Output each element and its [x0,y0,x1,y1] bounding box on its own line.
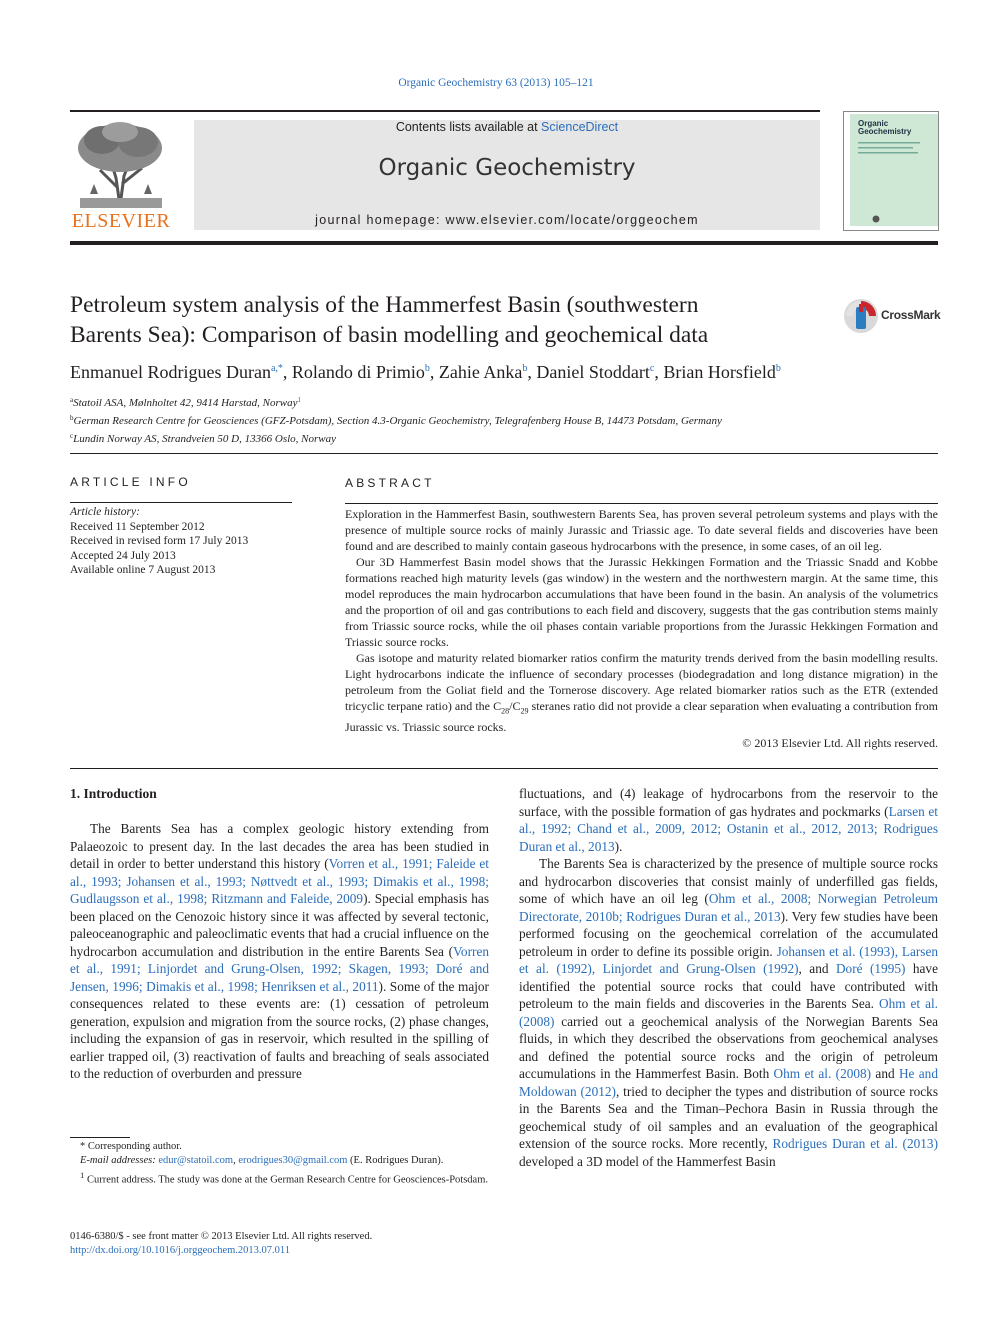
cover-title [858,120,911,136]
intro-paragraph-continued [519,785,938,855]
abstract-heading: ABSTRACT [345,476,435,490]
affiliation-key: c [70,432,74,440]
elsevier-wordmark-text: ELSEVIER [71,210,171,232]
text-run: ). Special emphasis has been placed on the Cenozoic history since it was affected by several tectonic, paleoceanographic and paleoclimatic events that had a crucial influence on the hydrocarbon accumulation and distribution in the entire Barents Sea ( [70,891,490,959]
footnote-current-address [70,1168,489,1188]
footnote-mark: 1 [80,1170,85,1180]
history-received: Received 11 September 2012 [70,520,205,533]
affiliation-text: German Research Centre for Geosciences (GFZ-Potsdam), Section 4.3-Organic Geochemistry, Telegrafenberg House B, 14473 Potsdam, Germany [73,415,722,427]
footnote-mark: * [80,1141,86,1152]
crossmark-icon[interactable] [843,298,879,334]
abstract-p3-sub2: 29 [520,706,529,716]
contents-line [194,120,820,134]
reference-link[interactable]: Rodrigues Duran et al. (2013) [772,1136,939,1151]
author-affiliation-mark[interactable]: b [424,363,430,374]
author-affiliation-mark[interactable]: c [649,363,655,374]
author-affiliation-mark[interactable]: b [522,363,528,374]
header-bottom-rule [70,241,938,245]
abstract-paragraph-2: Our 3D Hammerfest Basin model shows that the Jurassic Hekkingen Formation and the Triassic Snadd and Kobbe formations reached high maturity levels (gas window) in the western and the northwestern margin. At the same time, this model reproduces the main hydrocarbon accumulations that have been found in the basin. An analysis of the volumetrics and the proportion of oil and gas contributions to each field and discovery, suggests that the gas contribution stems mainly from Triassic source rocks, while the oil phases contain variable proportions from the Jurassic Hekkingen Formation and Triassic source rocks. [345,555,938,649]
text-run: , and [798,961,836,976]
footnotes [70,1140,489,1188]
reference-link[interactable]: He and Moldowan (2012) [519,1066,938,1099]
sciencedirect-link[interactable]: ScienceDirect [541,120,619,134]
affiliations [70,393,940,447]
info-top-rule [70,453,938,454]
abstract-p3-b: /C [509,699,521,713]
abstract-bottom-rule [70,768,938,769]
intro-heading: 1. Introduction [70,786,157,801]
text-run: ). [614,838,623,854]
email-owner: (E. Rodrigues Duran). [350,1155,444,1166]
abstract-p3-sub1: 28 [501,706,510,716]
reference-link[interactable]: Ohm et al. (2008) [519,996,939,1029]
cover-title-line1: Organic [858,119,889,128]
author-name: Rolando di Primio [291,362,425,382]
text-run: ). Some of the major consequences related to these events are: (1) cessation of petroleum generation, expulsion and migration from the source rocks, (2) phase changes, including the expansion of gas in reservoir, which resulted in the spilling of earlier trapped oil, (3) reactivation of faults and breaching of seals associated to the reduction of overburden and pressure [70,978,489,1081]
contents-prefix: Contents lists available at [395,120,542,134]
doi-link[interactable]: http://dx.doi.org/10.1016/j.orggeochem.2013.07.011 [70,1245,291,1256]
text-run: carried out a geochemical analysis of the Norwegian Barents Sea fluids, in which they described the observations from geochemical analyses and defined the potential source rocks and the origin of petroleum accumulations in the Hammerfest Basin. Both [519,1013,938,1081]
author-name: Zahie Anka [438,362,523,382]
abstract-body [345,506,938,751]
author-name: Brian Horsfield [663,362,776,382]
history-label: Article history: [70,506,140,518]
cover-text-lines [858,142,928,182]
reference-link[interactable]: Doré (1995) [835,961,906,976]
journal-cover-thumbnail [843,111,939,231]
footnote-text: Corresponding author. [87,1141,182,1152]
history-accepted: Accepted 24 July 2013 [70,549,176,562]
author-list: Enmanuel Rodrigues Duran$^{a,*}$, Rolando di Primio$^b$, Zahie Anka$^b$, Daniel Stoddart$^c$, Brian Horsfield$^b$ [70,362,781,382]
author-affiliation-mark[interactable]: b [775,363,781,374]
abstract-rule [345,503,938,504]
affiliation-key: b [70,414,74,422]
email-label: E-mail addresses: [80,1155,156,1166]
author-affiliation-mark[interactable]: a,* [270,363,283,374]
affiliation-item [70,429,940,447]
reference-link[interactable]: Johansen et al. (1993), Larsen et al. (1992), Linjordet and Grung-Olsen (1992) [519,943,939,976]
crossmark-label[interactable]: CrossMark [881,308,941,322]
text-run: have identified the potential source rocks that could have contributed with petroleum to the main fields and discoveries in the Barents Sea. [519,961,938,1011]
issn-line: 0146-6380/$ - see front matter © 2013 Elsevier Ltd. All rights reserved. [70,1231,373,1242]
author-name: Daniel Stoddart [536,362,650,382]
footnote-emails: E-mail addresses: edur@statoil.com, erodrigues30@gmail.com (E. Rodrigues Duran). [80,1155,444,1166]
email-link[interactable]: erodrigues30@gmail.com [238,1155,348,1166]
reference-link[interactable]: Larsen et al., 1992; Chand et al., 2009, 2012; Ostanin et al., 2012, 2013; Rodrigues Duran et al., 2013 [519,803,938,854]
affiliation-text: Lundin Norway AS, Strandveien 50 D, 13366 Oslo, Norway [73,433,336,445]
text-run: developed a 3D model of the Hammerfest Basin [519,1153,776,1169]
intro-right-column [519,785,938,1170]
affiliation-text: Statoil ASA, Mølnholtet 42, 9414 Harstad, Norway [73,397,298,409]
reference-link[interactable]: Ohm et al. (2008) [773,1066,872,1081]
affiliation-key: a [70,396,74,404]
affiliation-footnote-mark[interactable]: 1 [297,396,301,404]
intro-left-column [70,820,489,1083]
elsevier-wordmark [70,210,172,233]
text-run: The Barents Sea is characterized by the presence of multiple source rocks and hydrocarbon discoveries that consist mainly of underfilled gas fields, some of which have an oil leg ( [519,856,938,906]
journal-citation[interactable]: Organic Geochemistry 63 (2013) 105–121 [398,77,594,89]
intro-paragraph-1 [70,820,489,1083]
text-run: fluctuations, and (4) leakage of hydrocarbons from the reservoir to the surface, with the possible formation of gas hydrates and pockmarks ( [519,786,938,819]
abstract-paragraph-1: Exploration in the Hammerfest Basin, southwestern Barents Sea, has proven several petroleum systems and plays with the presence of multiple source rocks of mainly Jurassic and Triassic age. To date several fields and discoveries have been found and are described to mainly contain gaseous hydrocarbons with the presence, in some cases, of an oil leg. [345,507,938,553]
reference-link[interactable]: Vorren et al., 1991; Linjordet and Grung-Olsen, 1992; Skagen, 1993; Doré and Jensen, 1996; Dimakis et al., 1998; Henriksen et al., 2011 [70,943,489,994]
abstract-paragraph-3 [345,650,938,735]
article-history [70,505,292,578]
history-revised: Received in revised form 17 July 2013 [70,535,249,548]
header-top-rule [70,110,820,112]
article-info-heading: ARTICLE INFO [70,475,191,489]
text-run: , tried to decipher the types and distribution of source rocks in the Barents Sea and the Timan–Pechora Basin in Russia through the geochemical study of oil samples and an evaluation of the geographical extension of the source rocks. More recently, [519,1083,938,1151]
cover-publisher-icon [870,215,882,223]
footnote-text: Current address. The study was done at the German Research Centre for Geosciences-Potsdam. [87,1174,489,1186]
article-title-line2: Barents Sea): Comparison of basin modelling and geochemical data [70,322,709,348]
text-run: The Barents Sea has a complex geologic history extending from Palaeozoic to present day. In the last decades the area has been studied in detail in order to better understand this history ( [70,821,489,871]
text-run: ). Very few studies have been performed focusing on the geochemical correlation of the accumulated petroleum in order to define its possible origin. [519,908,939,959]
affiliation-item [70,411,940,429]
front-matter-info [70,1230,570,1258]
journal-name: Organic Geochemistry [378,155,636,181]
footnote-corresponding [70,1140,489,1154]
abstract-p3-a: Gas isotope and maturity related biomarker ratios confirm the maturity trends derived from the basin modelling results. Light hydrocarbons indicate the influence of secondary processes (biodegradation and long distance migration) in the petroleum from the Goliat field and the Tornerose discovery. Age related biomarker ratios such as the ETR (extended tricyclic terpane ratio) and the C [345,651,938,713]
affiliation-item [70,393,940,411]
email-link[interactable]: edur@statoil.com [158,1155,234,1166]
reference-link[interactable]: Vorren et al., 1991; Faleide et al., 1993; Johansen et al., 1993; Nøttvedt et al., 1993; Dimakis et al., 1998; Gudlaugsson et al., 1998; Ritzmann and Faleide, 2009 [70,856,489,906]
cover-title-line2: Geochemistry [858,127,912,136]
author-name: Enmanuel Rodrigues Duran [70,362,271,382]
article-title-line1: Petroleum system analysis of the Hammerfest Basin (southwestern [70,292,699,318]
reference-link[interactable]: Ohm et al., 2008; Norwegian Petroleum Directorate, 2010b; Rodrigues Duran et al., 2013 [519,891,938,924]
footnote-rule [70,1137,130,1138]
abstract-p3-c: steranes ratio did not provide a clear separation when evaluating a contribution from Jurassic vs. Triassic source rocks. [345,699,938,735]
intro-paragraph-2 [519,855,938,1170]
text-run: and [871,1066,899,1081]
abstract-copyright: © 2013 Elsevier Ltd. All rights reserved. [742,736,938,751]
history-online: Available online 7 August 2013 [70,564,216,577]
journal-homepage[interactable]: journal homepage: www.elsevier.com/locate/orggeochem [315,213,699,227]
article-info-rule [70,502,292,503]
article-title [70,290,830,350]
